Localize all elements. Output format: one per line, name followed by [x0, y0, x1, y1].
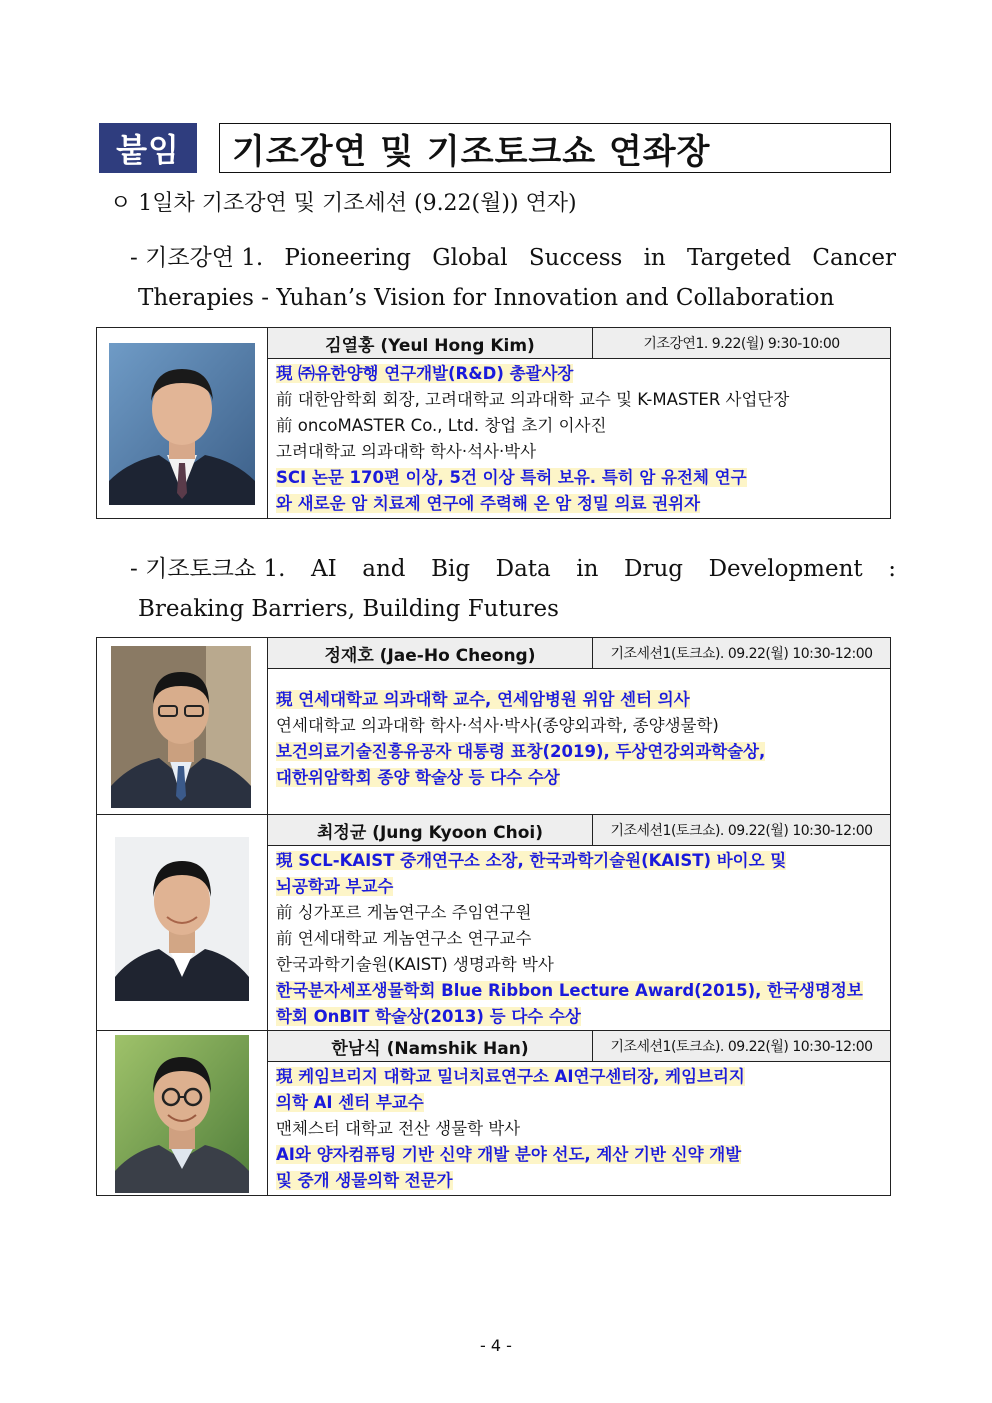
- bio-line: AI와 양자컴퓨팅 기반 신약 개발 분야 선도, 계산 기반 신약 개발: [276, 1145, 742, 1164]
- bio-line: 보건의료기술진흥유공자 대통령 표창(2019), 두상연강외과학술상,: [276, 742, 766, 761]
- keynote-title-word: in: [643, 245, 666, 271]
- speaker-session: 기조세션1(토크쇼). 09.22(월) 10:30-12:00: [593, 1031, 890, 1061]
- keynote-speaker-table: [96, 327, 891, 519]
- talkshow-title-word: Development: [708, 556, 863, 582]
- bio-line: 前 대한암학회 회장, 고려대학교 의과대학 교수 및 K-MASTER 사업단장: [276, 390, 790, 409]
- speaker-photo-choi: [115, 837, 249, 1001]
- talkshow-title-word: AI: [311, 556, 337, 582]
- bio-line: 前 oncoMASTER Co., Ltd. 창업 초기 이사진: [276, 416, 607, 435]
- keynote-title-word: Success: [528, 245, 623, 271]
- keynote-title-word: - 기조강연 1.: [130, 245, 264, 271]
- speaker-name: 김열홍 (Yeul Hong Kim): [268, 328, 593, 358]
- speaker-session: 기조세션1(토크쇼). 09.22(월) 10:30-12:00: [593, 638, 890, 668]
- keynote-title-word: Cancer: [812, 245, 896, 271]
- speaker-bio: [268, 1062, 890, 1194]
- talkshow-title-word: :: [888, 556, 896, 582]
- bio-line: 現 SCL-KAIST 중개연구소 소장, 한국과학기술원(KAIST) 바이오 및: [276, 851, 787, 870]
- day-heading: ㅇ 1일차 기조강연 및 기조세션 (9.22(월)) 연자): [110, 191, 577, 216]
- talkshow-title-line1: [130, 549, 896, 589]
- bio-line: 및 중개 생물의학 전문가: [276, 1171, 453, 1190]
- talkshow-title-word: in: [576, 556, 599, 582]
- talkshow-title-word: Drug: [624, 556, 684, 582]
- bio-line: 現 ㈜유한양행 연구개발(R&D) 총괄사장: [276, 364, 574, 383]
- bio-line: 現 연세대학교 의과대학 교수, 연세암병원 위암 센터 의사: [276, 690, 690, 709]
- talkshow-title-word: Data: [495, 556, 551, 582]
- speaker-photo-kim: [109, 343, 255, 505]
- speaker-photo-cell: [97, 1031, 268, 1196]
- speaker-name: 한남식 (Namshik Han): [268, 1031, 593, 1061]
- speaker-session: 기조세션1(토크쇼). 09.22(월) 10:30-12:00: [593, 815, 890, 845]
- speaker-photo-cell: [97, 815, 268, 1031]
- bio-line: 대한위암학회 종양 학술상 등 다수 수상: [276, 768, 560, 787]
- speaker-bio: [268, 846, 890, 1030]
- speaker-header-row: [268, 328, 890, 359]
- talkshow-title-word: and: [362, 556, 406, 582]
- keynote-title-line2: Therapies - Yuhan’s Vision for Innovation and Collaboration: [138, 285, 835, 311]
- bio-line: 前 연세대학교 게놈연구소 연구교수: [276, 929, 532, 948]
- speaker-photo-cell: [97, 328, 268, 519]
- speaker-photo-han: [115, 1035, 249, 1193]
- speaker-header-row: [268, 638, 890, 669]
- talkshow-title-line2: Breaking Barriers, Building Futures: [138, 596, 559, 622]
- bio-line: 와 새로운 암 치료제 연구에 주력해 온 암 정밀 의료 권위자: [276, 494, 701, 513]
- bio-line: 前 싱가포르 게놈연구소 주임연구원: [276, 903, 532, 922]
- keynote-title-word: Global: [432, 245, 508, 271]
- speaker-name: 최정균 (Jung Kyoon Choi): [268, 815, 593, 845]
- speaker-bio: [268, 359, 890, 517]
- speaker-name: 정재호 (Jae-Ho Cheong): [268, 638, 593, 668]
- keynote-title-word: Pioneering: [284, 245, 412, 271]
- bio-line: 고려대학교 의과대학 학사·석사·박사: [276, 442, 537, 461]
- speaker-bio: [268, 669, 890, 791]
- speaker-info-cell: [268, 1031, 891, 1196]
- bio-line: 한국분자세포생물학회 Blue Ribbon Lecture Award(2015), 한국생명정보: [276, 981, 863, 1000]
- talkshow-title: [130, 549, 896, 629]
- attachment-tag: 붙임: [99, 123, 197, 173]
- bio-line: 연세대학교 의과대학 학사·석사·박사(종양외과학, 종양생물학): [276, 716, 719, 735]
- talkshow-title-word: - 기조토크쇼 1.: [130, 556, 286, 582]
- bio-line: 現 케임브리지 대학교 밀너치료연구소 AI연구센터장, 케임브리지: [276, 1067, 745, 1086]
- speaker-info-cell: [268, 328, 891, 519]
- speaker-info-cell: [268, 638, 891, 815]
- bio-line: SCI 논문 170편 이상, 5건 이상 특허 보유. 특히 암 유전체 연구: [276, 468, 747, 487]
- speaker-photo-cell: [97, 638, 268, 815]
- bio-line: 학회 OnBIT 학술상(2013) 등 다수 수상: [276, 1007, 581, 1026]
- page-number: - 4 -: [480, 1336, 512, 1355]
- bio-line: 뇌공학과 부교수: [276, 877, 394, 896]
- keynote-title-line1: [130, 238, 896, 278]
- bio-line: 맨체스터 대학교 전산 생물학 박사: [276, 1119, 521, 1138]
- bio-line: 의학 AI 센터 부교수: [276, 1093, 424, 1112]
- page-title: 기조강연 및 기조토크쇼 연좌장: [219, 123, 891, 173]
- speaker-header-row: [268, 815, 890, 846]
- speaker-header-row: [268, 1031, 890, 1062]
- keynote-title: [130, 238, 896, 318]
- talkshow-title-word: Big: [431, 556, 471, 582]
- keynote-title-word: Targeted: [686, 245, 792, 271]
- speaker-photo-cheong: [111, 646, 251, 808]
- speaker-session: 기조강연1. 9.22(월) 9:30-10:00: [593, 328, 890, 358]
- speaker-info-cell: [268, 815, 891, 1031]
- bio-line: 한국과학기술원(KAIST) 생명과학 박사: [276, 955, 554, 974]
- talkshow-speaker-table: [96, 637, 891, 1196]
